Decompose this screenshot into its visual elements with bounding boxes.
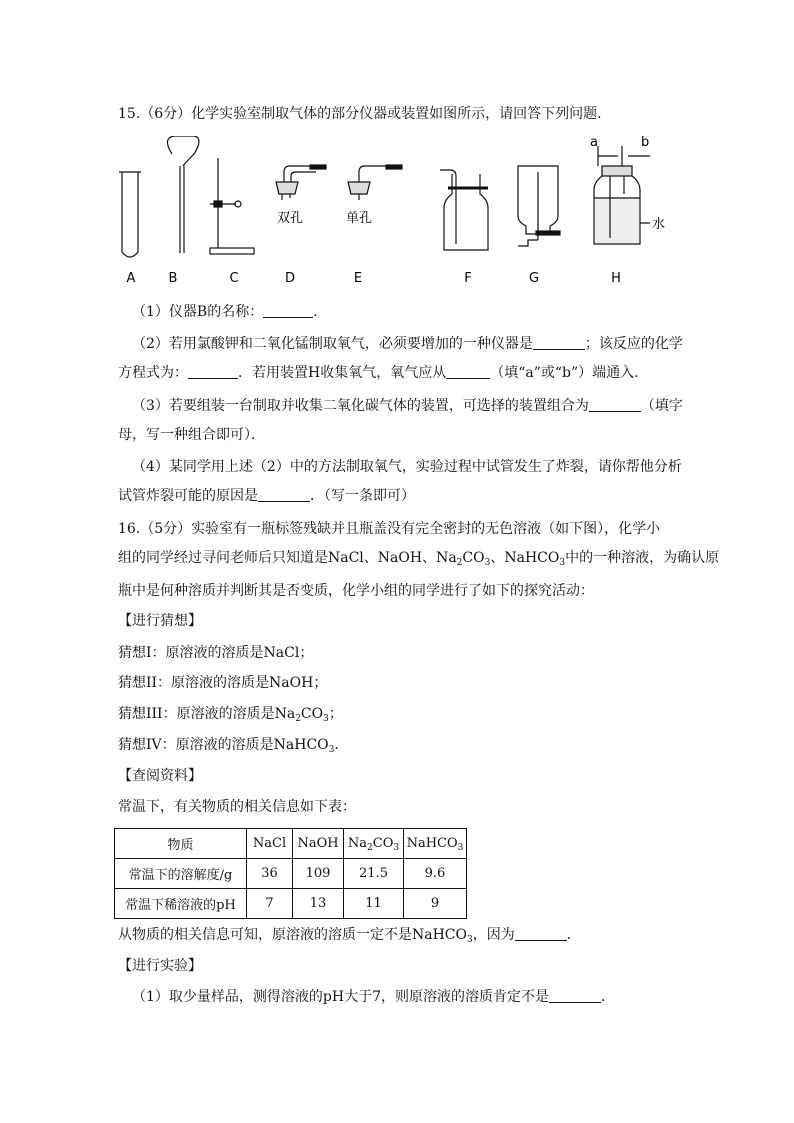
letter-B: B [168,271,178,286]
answer-blank[interactable] [258,487,310,502]
guess-2: 猜想II：原溶液的溶质是NaOH； [118,675,328,691]
label-b: b [641,136,650,150]
q15-part4-line2: 试管炸裂可能的原因是 ．（写一条即可） [118,488,415,504]
table-row: 常温下的溶解度/g 36 109 21.5 9.6 [115,859,467,889]
table-row: 物质 NaCl NaOH $Na_2CO_3$ NaHCO$_3$ [115,829,467,859]
wash-bottle-H [594,146,650,244]
letter-D: D [284,271,296,286]
stopper-double-D [276,165,326,200]
q15-part2-line2: 方程式为： ．若用装置H收集氧气，氧气应从 （填“a”或“b”）端通入． [118,365,649,381]
test-tube-A [119,172,141,257]
letter-E: E [353,271,363,286]
answer-blank[interactable] [446,364,490,379]
q16-stem-line1: 16.（5分）实验室有一瓶标签残缺并且瓶盖没有完全密封的无色溶液（如下图），化学小 [118,521,661,537]
apparatus-figure [110,136,670,296]
label-a: a [590,136,598,150]
funnel-B [167,136,199,253]
section-guess: 【进行猜想】 [118,613,202,629]
q16-stem-line2: 组的同学经过寻问老师后只知道是NaCl、NaOH、$Na_2CO_3$、NaHCO$_3$中的一种溶液，为确认原 [118,550,720,568]
exp-1: （1）取少量样品，测得溶液的pH大于7，则原溶液的溶质肯定不是 ． [132,989,615,1005]
q15-part4-line1: （4）某同学用上述（2）中的方法制取氧气，实验过程中试管发生了炸裂，请你帮他分析 [132,459,682,475]
gas-bottle-F [440,170,488,250]
iron-stand-C [210,158,254,254]
q15-part1: （1）仪器B的名称： ． [132,304,328,320]
answer-blank[interactable] [263,303,313,318]
label-single-hole: 单孔 [346,211,373,226]
section-exp: 【进行实验】 [118,958,202,974]
answer-blank[interactable] [515,926,567,941]
guess-1: 猜想I：原溶液的溶质是NaCl； [118,645,314,661]
letter-G: G [528,271,540,286]
section-data: 【查阅资料】 [118,768,202,784]
letter-A: A [126,271,136,286]
label-water: 水 [652,217,666,232]
q15-part2-line1: （2）若用氯酸钾和二氧化锰制取氧气，必须要增加的一种仪器是 ；该反应的化学 [132,336,683,352]
letter-F: F [464,271,472,286]
answer-blank[interactable] [188,364,238,379]
answer-blank[interactable] [589,397,641,412]
inverted-bottle-G [518,166,560,246]
table-intro: 常温下，有关物质的相关信息如下表： [118,799,356,815]
letter-C: C [229,271,239,286]
letter-H: H [611,271,621,286]
label-double-hole: 双孔 [277,211,304,226]
stopper-single-E [348,165,402,200]
guess-3: 猜想III：原溶液的溶质是$Na_2CO_3$； [118,706,343,724]
q15-stem: 15.（6分）化学实验室制取气体的部分仪器或装置如图所示，请回答下列问题． [118,106,612,122]
table-row: 常温下稀溶液的pH 7 13 11 9 [115,889,467,919]
after-table: 从物质的相关信息可知，原溶液的溶质一定不是NaHCO$_3$，因为 ． [118,927,581,945]
q16-stem-line3: 瓶中是何种溶质并判断其是否变质，化学小组的同学进行了如下的探究活动： [118,583,594,599]
q15-part3-line1: （3）若要组装一台制取并收集二氧化碳气体的装置，可选择的装置组合为 （填字 [132,398,683,414]
q15-part3-line2: 母，写一种组合即可）． [118,427,265,443]
answer-blank[interactable] [549,988,601,1003]
answer-blank[interactable] [533,335,585,350]
guess-4: 猜想IV：原溶液的溶质是NaHCO$_3$． [118,737,349,755]
properties-table [114,828,467,919]
